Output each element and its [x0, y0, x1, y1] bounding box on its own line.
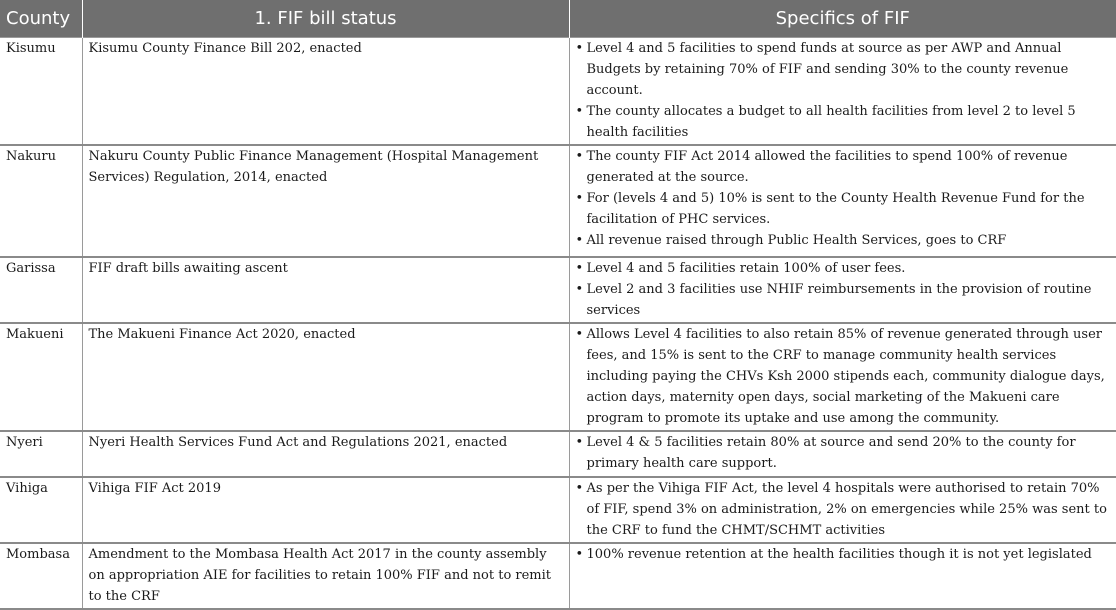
bill-status-cell: Amendment to the Mombasa Health Act 2017 in the county assembly on appropriation AIE for facilities to retain 100% FIF and not to remit to the CRF: [82, 543, 569, 609]
header-bill-status: 1. FIF bill status: [82, 0, 569, 38]
table-body: [0, 38, 1116, 610]
specifics-list: [575, 478, 1111, 541]
specifics-cell: [569, 543, 1116, 609]
specifics-list: [575, 38, 1111, 143]
table-row: [0, 257, 1116, 323]
county-cell: Makueni: [0, 323, 82, 431]
header-specifics: Specifics of FIF: [569, 0, 1116, 38]
county-cell: Nakuru: [0, 145, 82, 257]
county-cell: Kisumu: [0, 38, 82, 146]
specifics-list: [575, 258, 1111, 321]
table-header: [0, 0, 1116, 38]
specifics-cell: [569, 431, 1116, 477]
specifics-bullet: • The county allocates a budget to all health facilities from level 2 to level 5 health facilities: [575, 101, 1111, 143]
specifics-bullet: • Level 4 & 5 facilities retain 80% at source and send 20% to the county for primary health care support.: [575, 432, 1111, 474]
specifics-bullet: • For (levels 4 and 5) 10% is sent to the County Health Revenue Fund for the facilitation of PHC services.: [575, 188, 1111, 230]
table-row: [0, 431, 1116, 477]
table-row: [0, 323, 1116, 431]
specifics-cell: [569, 38, 1116, 146]
county-cell: Vihiga: [0, 477, 82, 543]
specifics-bullet: • All revenue raised through Public Health Services, goes to CRF: [575, 230, 1111, 251]
table-row: [0, 145, 1116, 257]
bill-status-cell: Nakuru County Public Finance Management (Hospital Management Services) Regulation, 2014, enacted: [82, 145, 569, 257]
specifics-cell: [569, 323, 1116, 431]
table-row: [0, 543, 1116, 609]
header-county: County: [0, 0, 82, 38]
specifics-bullet: • Allows Level 4 facilities to also retain 85% of revenue generated through user fees, and 15% is sent to the CRF to manage community health services including paying the CHVs Ksh 2000 stipends each, community dialogue days, action days, maternity open days, social marketing of the Makueni care program to promote its uptake and use among the community.: [575, 324, 1111, 429]
specifics-bullet: • Level 4 and 5 facilities retain 100% of user fees.: [575, 258, 1111, 279]
bill-status-cell: Nyeri Health Services Fund Act and Regulations 2021, enacted: [82, 431, 569, 477]
specifics-bullet: • 100% revenue retention at the health facilities though it is not yet legislated: [575, 544, 1111, 565]
specifics-bullet: • Level 2 and 3 facilities use NHIF reimbursements in the provision of routine services: [575, 279, 1111, 321]
table-row: [0, 477, 1116, 543]
bill-status-cell: The Makueni Finance Act 2020, enacted: [82, 323, 569, 431]
specifics-list: [575, 432, 1111, 474]
specifics-list: [575, 324, 1111, 429]
bill-status-cell: FIF draft bills awaiting ascent: [82, 257, 569, 323]
specifics-bullet: • As per the Vihiga FIF Act, the level 4 hospitals were authorised to retain 70% of FIF, spend 3% on administration, 2% on emergencies while 25% was sent to the CRF to fund the CHMT/SCHMT activities: [575, 478, 1111, 541]
header-row: [0, 0, 1116, 38]
specifics-cell: [569, 257, 1116, 323]
county-cell: Garissa: [0, 257, 82, 323]
bill-status-cell: Kisumu County Finance Bill 202, enacted: [82, 38, 569, 146]
bill-status-cell: Vihiga FIF Act 2019: [82, 477, 569, 543]
specifics-cell: [569, 477, 1116, 543]
specifics-list: [575, 544, 1111, 565]
table-row: [0, 38, 1116, 146]
specifics-bullet: • Level 4 and 5 facilities to spend funds at source as per AWP and Annual Budgets by retaining 70% of FIF and sending 30% to the county revenue account.: [575, 38, 1111, 101]
county-cell: Mombasa: [0, 543, 82, 609]
specifics-list: [575, 146, 1111, 251]
county-cell: Nyeri: [0, 431, 82, 477]
specifics-bullet: • The county FIF Act 2014 allowed the facilities to spend 100% of revenue generated at the source.: [575, 146, 1111, 188]
specifics-cell: [569, 145, 1116, 257]
